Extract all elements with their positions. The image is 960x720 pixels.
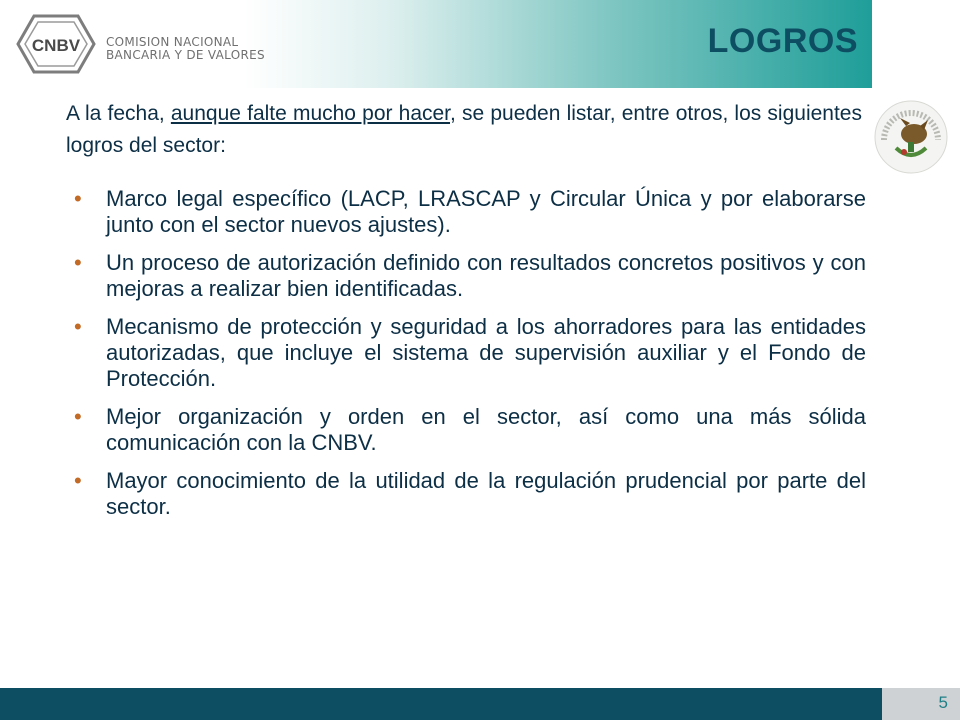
bullet-icon: • xyxy=(74,250,82,275)
intro-paragraph xyxy=(66,98,862,162)
list-item xyxy=(66,314,866,392)
footer-band xyxy=(0,688,882,720)
list-item-text: Un proceso de autorización definido con resultados concretos positivos y con mejoras a realizar bien identificadas. xyxy=(106,250,866,301)
bullet-icon: • xyxy=(74,186,82,211)
cnbv-logo xyxy=(16,14,266,74)
logo-abbr: CNBV xyxy=(31,36,81,55)
page-title: LOGROS xyxy=(707,22,858,60)
list-item xyxy=(66,186,866,238)
page-number: 5 xyxy=(938,693,948,712)
logo-org-line2: BANCARIA Y DE VALORES xyxy=(106,48,265,62)
logo-org-name xyxy=(106,36,265,62)
intro-text-end: , se pueden listar, entre otros, los siguientes logros del sector: xyxy=(66,102,862,157)
cnbv-hexagon-icon xyxy=(16,14,96,74)
intro-underlined-text: aunque falte mucho por hacer xyxy=(170,102,451,125)
logo-org-line1: COMISION NACIONAL xyxy=(106,35,239,49)
list-item xyxy=(66,250,866,302)
bullet-icon: • xyxy=(74,314,82,339)
bullet-icon: • xyxy=(74,404,82,429)
list-item-text: Mecanismo de protección y seguridad a los ahorradores para las entidades autorizadas, que incluye el sistema de supervisión auxiliar y el Fondo de Protección. xyxy=(106,314,866,391)
achievements-list xyxy=(66,186,866,532)
mexico-seal-icon xyxy=(870,96,952,178)
list-item-text: Mayor conocimiento de la utilidad de la regulación prudencial por parte del sector. xyxy=(106,468,866,519)
intro-text-start: A la fecha, xyxy=(66,102,171,125)
list-item-text: Marco legal específico (LACP, LRASCAP y Circular Única y por elaborarse junto con el sector nuevos ajustes). xyxy=(106,186,866,237)
list-item-text: Mejor organización y orden en el sector, así como una más sólida comunicación con la CNBV. xyxy=(106,404,866,455)
list-item xyxy=(66,404,866,456)
page-number-box xyxy=(882,688,960,720)
list-item xyxy=(66,468,866,520)
bullet-icon: • xyxy=(74,468,82,493)
